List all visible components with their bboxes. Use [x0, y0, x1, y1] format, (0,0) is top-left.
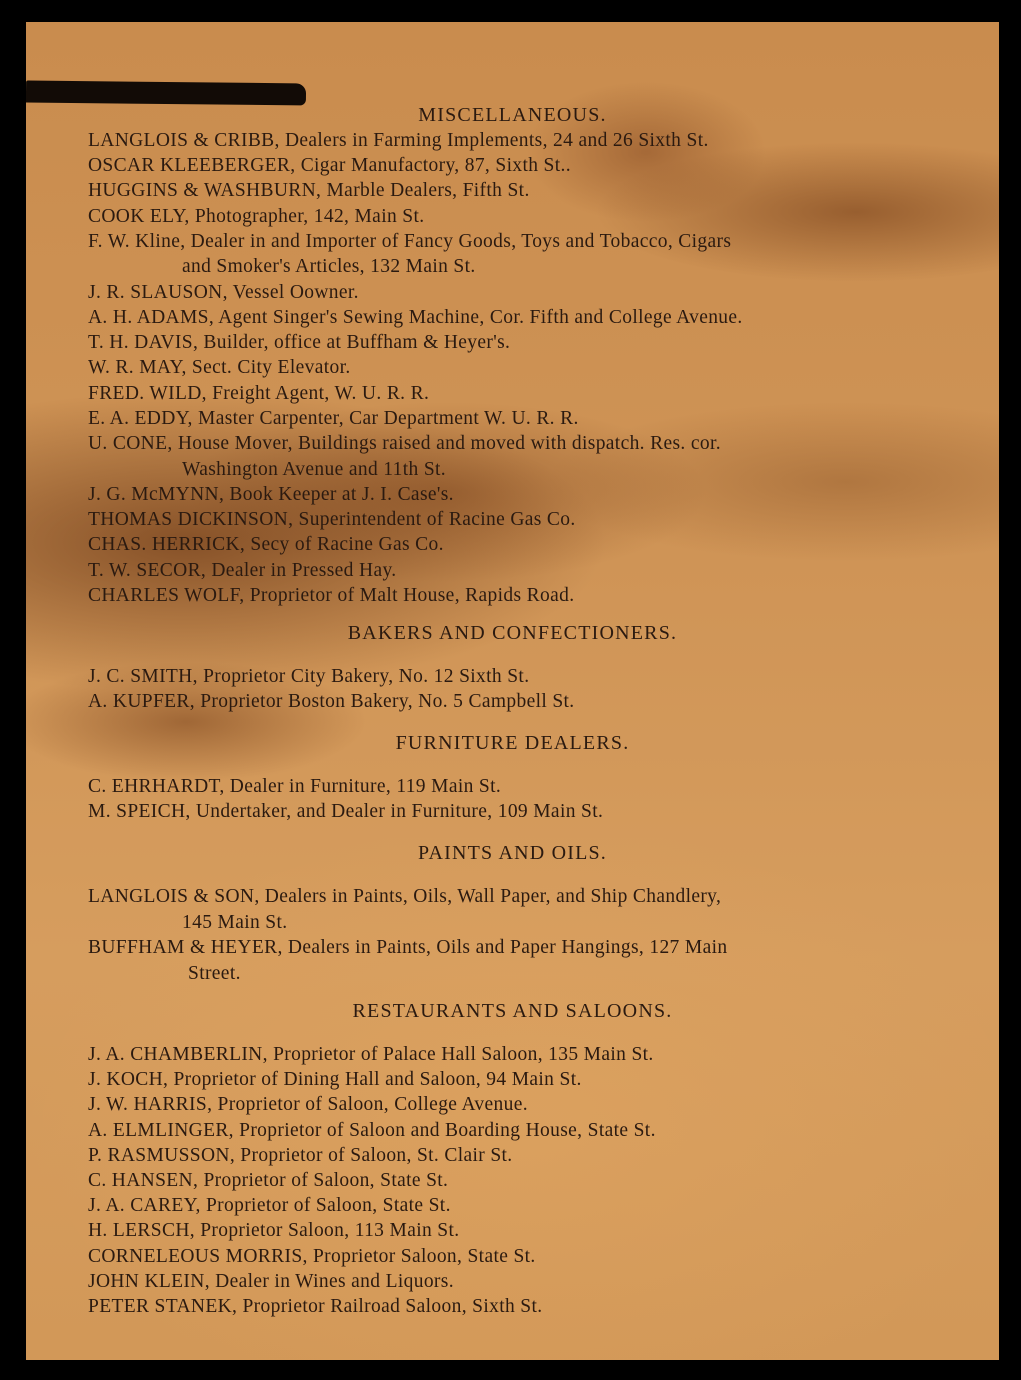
directory-entry: [88, 935, 968, 986]
entry-text: J. W. HARRIS, Proprietor of Saloon, College Avenue.: [88, 1094, 528, 1116]
entry-text: COOK ELY, Photographer, 142, Main St.: [88, 205, 425, 227]
directory-entry: [88, 305, 968, 331]
directory-entry: [88, 381, 968, 407]
entry-text: A. ELMLINGER, Proprietor of Saloon and Boarding House, State St.: [88, 1119, 656, 1141]
entry-text: M. SPEICH, Undertaker, and Dealer in Furniture, 109 Main St.: [88, 801, 604, 823]
entry-text: A. H. ADAMS, Agent Singer's Sewing Machine, Cor. Fifth and College Avenue.: [88, 307, 743, 328]
entry-text: CHAS. HERRICK, Secy of Racine Gas Co.: [88, 534, 444, 556]
directory-entry: [88, 583, 968, 609]
directory-entry: [88, 355, 968, 381]
directory-entry: [88, 1218, 968, 1244]
directory-entry: [88, 482, 968, 508]
directory-entry: [88, 229, 968, 280]
entry-text: J. R. SLAUSON, Vessel Oowner.: [88, 281, 359, 303]
entry-text: CORNELEOUS MORRIS, Proprietor Saloon, State St.: [88, 1245, 536, 1267]
entry-text: T. H. DAVIS, Builder, office at Buffham & Heyer's.: [88, 332, 511, 354]
entry-text: U. CONE, House Mover, Buildings raised and moved with dispatch. Res. cor.: [88, 433, 721, 454]
directory-entry: [88, 774, 968, 800]
directory-entry: [88, 1118, 968, 1144]
directory-document: [26, 22, 999, 1360]
scanned-page: [26, 22, 999, 1360]
directory-entry: [88, 1042, 968, 1068]
directory-entry: [88, 1143, 968, 1169]
directory-entry: [88, 204, 968, 230]
directory-entry: [88, 1092, 968, 1118]
entry-text: F. W. Kline, Dealer in and Importer of Fancy Goods, Toys and Tobacco, Cigars: [88, 230, 732, 252]
entry-text: J. G. McMYNN, Book Keeper at J. I. Case's.: [88, 484, 454, 505]
entry-text: C. EHRHARDT, Dealer in Furniture, 119 Main St.: [88, 776, 502, 797]
entry-text: C. HANSEN, Proprietor of Saloon, State St.: [88, 1170, 449, 1191]
entry-text: E. A. EDDY, Master Carpenter, Car Department W. U. R. R.: [88, 407, 579, 429]
section-heading: FURNITURE DEALERS.: [395, 732, 630, 754]
directory-entry: [88, 406, 968, 432]
directory-entry: [88, 532, 968, 558]
entry-text: HUGGINS & WASHBURN, Marble Dealers, Fifth St.: [88, 180, 530, 202]
entry-continuation: 145 Main St.: [182, 911, 288, 933]
entry-text: BUFFHAM & HEYER, Dealers in Paints, Oils and Paper Hangings, 127 Main: [88, 937, 728, 958]
entry-text: OSCAR KLEEBERGER, Cigar Manufactory, 87, Sixth St..: [88, 155, 571, 177]
entry-text: J. KOCH, Proprietor of Dining Hall and Saloon, 94 Main St.: [88, 1069, 582, 1091]
directory-entry: [88, 1294, 968, 1320]
entry-text: W. R. MAY, Sect. City Elevator.: [88, 357, 351, 379]
entry-text: PETER STANEK, Proprietor Railroad Saloon, Sixth St.: [88, 1296, 543, 1317]
entry-text: J. A. CAREY, Proprietor of Saloon, State St.: [88, 1195, 451, 1217]
entry-text: H. LERSCH, Proprietor Saloon, 113 Main St.: [88, 1220, 460, 1242]
directory-entry: [88, 178, 968, 204]
directory-entry: [88, 1244, 968, 1270]
entry-text: CHARLES WOLF, Proprietor of Malt House, Rapids Road.: [88, 584, 575, 606]
entry-text: THOMAS DICKINSON, Superintendent of Racine Gas Co.: [88, 509, 576, 531]
directory-entry: [88, 558, 968, 584]
entry-text: T. W. SECOR, Dealer in Pressed Hay.: [88, 559, 397, 581]
directory-entry: [88, 128, 968, 154]
section-heading: PAINTS AND OILS.: [417, 842, 608, 864]
directory-entry: [88, 431, 968, 482]
directory-entry: [88, 664, 968, 690]
directory-entry: [88, 799, 968, 825]
directory-entry: [88, 153, 968, 179]
entry-continuation: Street.: [188, 962, 241, 984]
directory-entry: [88, 507, 968, 533]
directory-entry: [88, 689, 968, 715]
entry-continuation: Washington Avenue and 11th St.: [182, 458, 447, 480]
entry-text: J. C. SMITH, Proprietor City Bakery, No. 12 Sixth St.: [88, 666, 530, 687]
directory-entry: [88, 884, 968, 935]
entry-text: LANGLOIS & CRIBB, Dealers in Farming Implements, 24 and 26 Sixth St.: [88, 130, 709, 151]
directory-entry: [88, 1269, 968, 1295]
directory-entry: [88, 1067, 968, 1093]
directory-entry: [88, 280, 968, 306]
section-heading: MISCELLANEOUS.: [418, 104, 607, 126]
section-heading: RESTAURANTS AND SALOONS.: [352, 1000, 673, 1022]
entry-continuation: and Smoker's Articles, 132 Main St.: [182, 256, 476, 278]
entry-text: JOHN KLEIN, Dealer in Wines and Liquors.: [88, 1270, 454, 1292]
directory-entry: [88, 1193, 968, 1219]
directory-entry: [88, 330, 968, 356]
entry-text: FRED. WILD, Freight Agent, W. U. R. R.: [88, 382, 430, 404]
entry-text: LANGLOIS & SON, Dealers in Paints, Oils, Wall Paper, and Ship Chandlery,: [88, 886, 722, 907]
section-heading: BAKERS AND CONFECTIONERS.: [347, 622, 678, 644]
entry-text: A. KUPFER, Proprietor Boston Bakery, No. 5 Campbell St.: [88, 691, 575, 713]
entry-text: J. A. CHAMBERLIN, Proprietor of Palace Hall Saloon, 135 Main St.: [88, 1044, 654, 1065]
directory-entry: [88, 1168, 968, 1194]
entry-text: P. RASMUSSON, Proprietor of Saloon, St. Clair St.: [88, 1144, 513, 1166]
